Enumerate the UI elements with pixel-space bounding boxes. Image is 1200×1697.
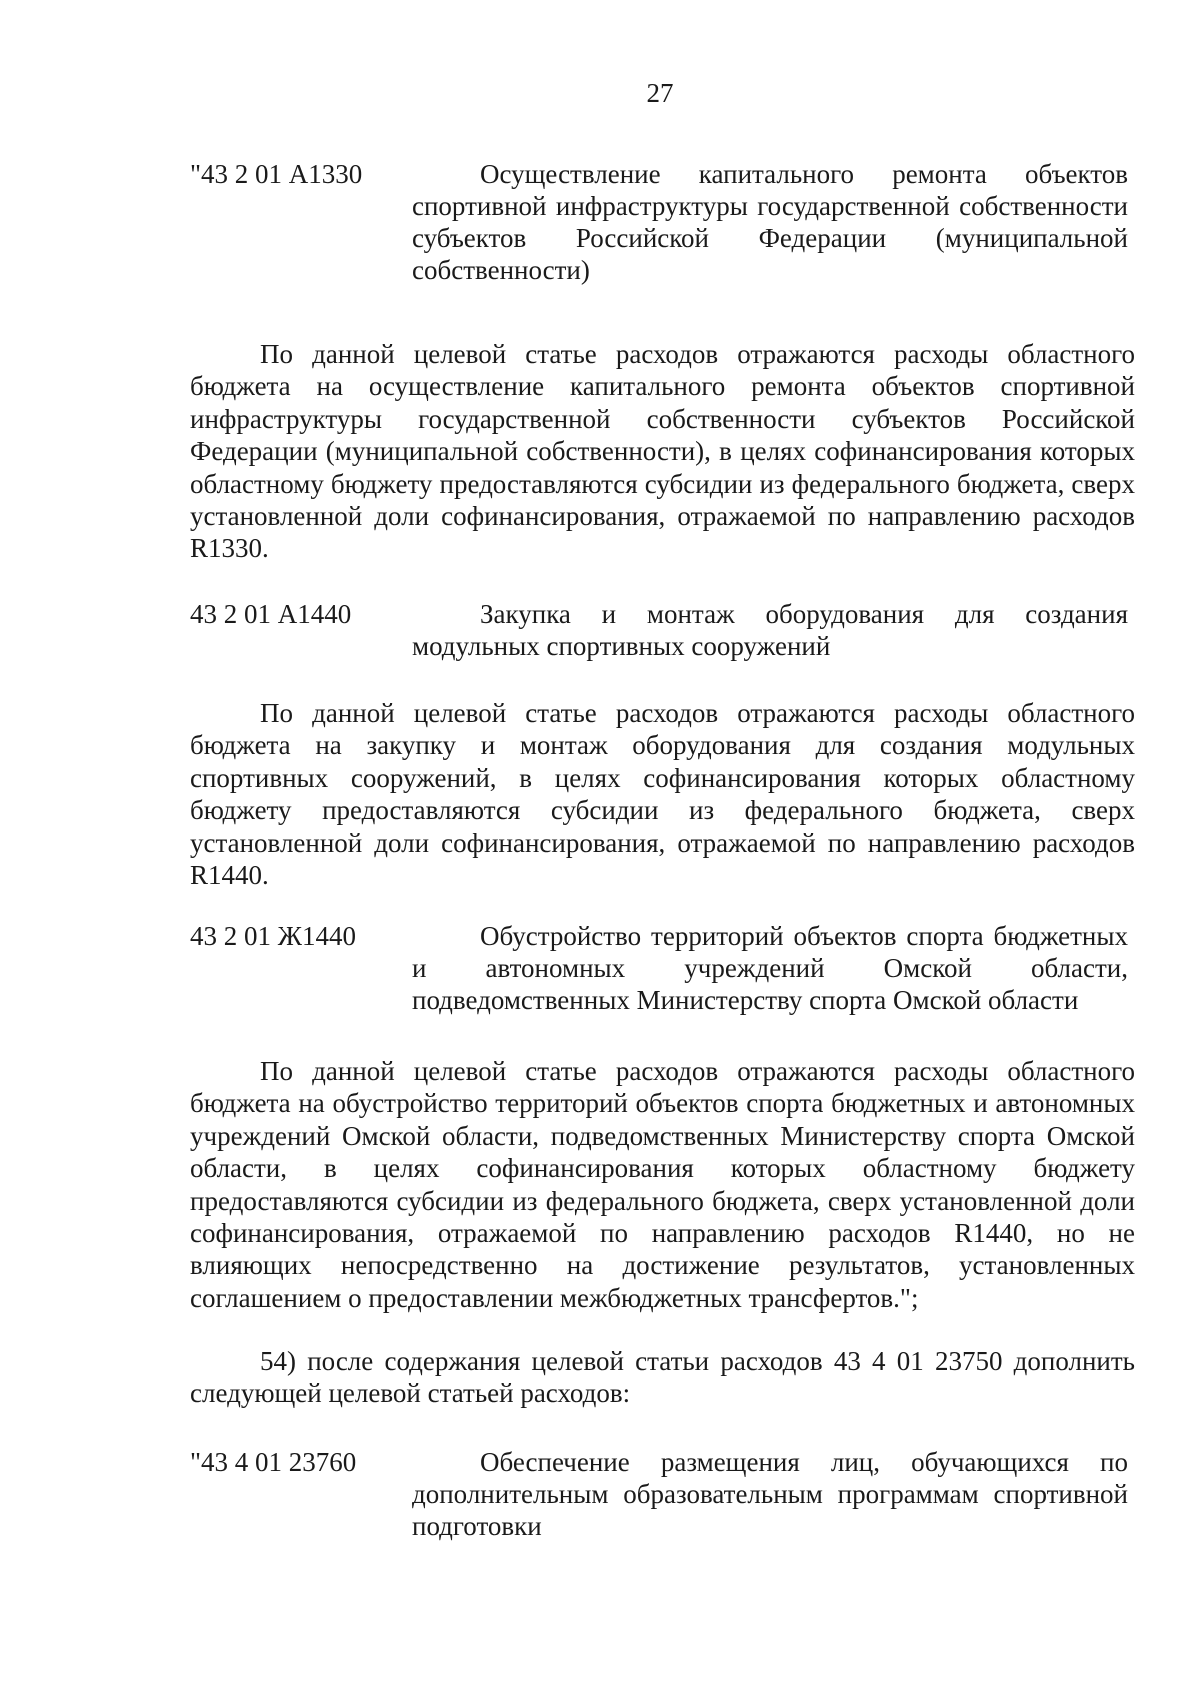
- entry-code: 43 2 01 Ж1440: [190, 921, 356, 951]
- page-number: 27: [646, 78, 674, 108]
- entry-title: Обеспечение размещения лиц, обучающихся по дополнительным образовательным программам спортивной подготовки: [412, 1447, 1128, 1541]
- entry-code: 43 2 01 А1440: [190, 599, 352, 629]
- body-paragraph: По данной целевой статье расходов отражаются расходы областного бюджета на закупку и монтаж оборудования для создания модульных спортивных сооружений, в целях софинансирования которых областному бюджету предоставляются субсидии из федерального бюджета, сверх установленной доли софинансирования, отражаемой по направлению расходов R1440.: [190, 698, 1135, 891]
- entry-title: Закупка и монтаж оборудования для создания модульных спортивных сооружений: [412, 599, 1128, 661]
- body-paragraph: По данной целевой статье расходов отражаются расходы областного бюджета на обустройство территорий объектов спорта бюджетных и автономных учреждений Омской области, подведомственных Министерству спорта Омской области, в целях софинансирования которых областному бюджету предоставляются субсидии из федерального бюджета, сверх установленной доли софинансирования, отражаемой по направлению расходов R1440, но не влияющих непосредственно на достижение результатов, установленных соглашением о предоставлении межбюджетных трансфертов.";: [190, 1056, 1135, 1313]
- amendment-paragraph: 54) после содержания целевой статьи расходов 43 4 01 23750 дополнить следующей целевой статьей расходов:: [190, 1346, 1135, 1409]
- entry-title: Осуществление капитального ремонта объектов спортивной инфраструктуры государственной собственности субъектов Российской Федерации (муниципальной собственности): [412, 159, 1128, 285]
- entry-code: "43 2 01 А1330: [190, 159, 363, 189]
- entry-title: Обустройство территорий объектов спорта бюджетных и автономных учреждений Омской области, подведомственных Министерству спорта Омской области: [412, 921, 1128, 1015]
- entry-code: "43 4 01 23760: [190, 1447, 357, 1477]
- body-paragraph: По данной целевой статье расходов отражаются расходы областного бюджета на осуществление капитального ремонта объектов спортивной инфраструктуры государственной собственности субъектов Российской Федерации (муниципальной собственности), в целях софинансирования которых областному бюджету предоставляются субсидии из федерального бюджета, сверх установленной доли софинансирования, отражаемой по направлению расходов R1330.: [190, 339, 1135, 564]
